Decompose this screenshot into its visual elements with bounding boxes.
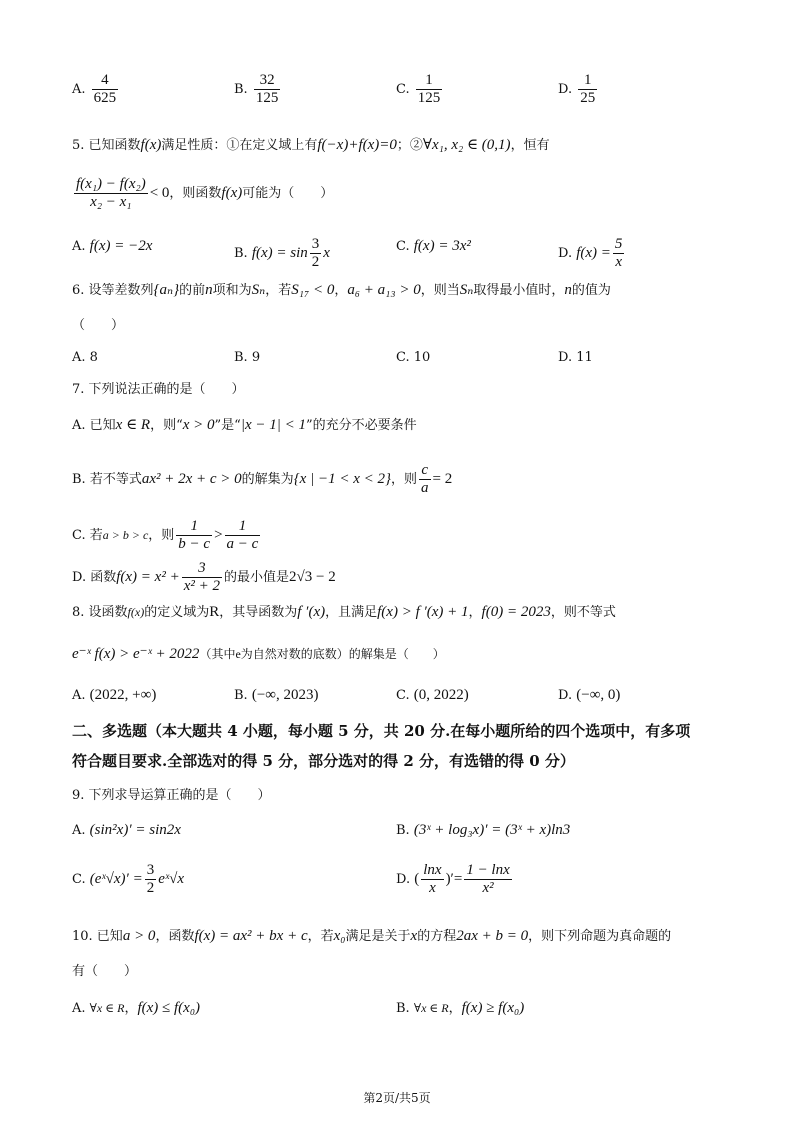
text: ，: [334, 283, 348, 298]
math: = 2: [432, 471, 453, 487]
numerator: 3: [146, 862, 155, 878]
text: 6. 设等差数列: [72, 283, 154, 298]
fraction: [416, 72, 443, 107]
math: 2√3 − 2: [289, 569, 336, 585]
math: a₆ + a₁₃ > 0: [347, 282, 421, 298]
page-number: 第2页/共5页: [363, 1091, 431, 1105]
option-label: B.: [234, 688, 248, 703]
text: ，则不等式: [550, 605, 616, 620]
text: 满足是关于: [345, 929, 411, 944]
math: f(x) = −2x: [89, 238, 153, 254]
math: e: [235, 647, 241, 661]
option-label: B.: [396, 1001, 410, 1016]
section-heading-line1: 二、多选题（本大题共 4 小题，每小题 5 分，共 20 分.在每小题所给的四个选项中，有多项: [72, 722, 691, 740]
numerator: 1 − lnx: [466, 862, 510, 878]
math: x ∈ R: [115, 417, 151, 433]
math: f(x) ≤ f(x₀): [137, 1000, 201, 1016]
math: f(x): [221, 185, 243, 201]
fraction: [419, 462, 431, 497]
text: 取得最小值时，: [473, 283, 565, 298]
math: f(x) > f ′(x) + 1: [377, 604, 469, 620]
q8-option-a: [72, 685, 156, 706]
text: ，: [124, 1001, 138, 1016]
text: 的定义域为: [144, 605, 210, 620]
option-label: B.: [396, 823, 410, 838]
q6-option-d: D. 11: [558, 350, 593, 365]
math: f ′(x): [297, 604, 326, 620]
math: (−∞, 0): [576, 687, 621, 703]
q8-option-d: [558, 685, 620, 706]
math: >: [214, 527, 223, 543]
math: x: [410, 928, 418, 944]
text: ，则“: [150, 418, 183, 433]
option-label: D.: [396, 872, 411, 887]
text: ，其导函数为: [219, 605, 298, 620]
text: D. 函数: [72, 570, 117, 585]
numerator: c: [419, 462, 431, 480]
option-label: D.: [558, 688, 573, 703]
fraction: [74, 176, 148, 211]
q7-option-b: [72, 462, 452, 497]
fraction: [578, 72, 597, 107]
text: A. 已知: [72, 418, 116, 433]
q8-option-b: [234, 685, 318, 706]
text: （其中: [199, 647, 236, 661]
option-label: A.: [72, 1001, 86, 1016]
section-heading-line2: 符合题目要求.全部选对的得 5 分，部分选对的得 2 分，有选错的得 0 分）: [72, 752, 575, 770]
text: ，且满足: [325, 605, 378, 620]
q4-option-a: [72, 72, 120, 107]
q5-option-d: [558, 236, 626, 271]
text: ”的充分不必要条件: [305, 418, 417, 433]
math: f(x): [140, 137, 162, 153]
text: ”是“: [214, 418, 241, 433]
q4-option-d: [558, 72, 599, 107]
fraction: [182, 560, 222, 595]
q4-option-c: [396, 72, 444, 107]
numerator: lnx: [423, 862, 442, 878]
option-label: A.: [72, 823, 86, 838]
q7-option-a: [72, 415, 417, 436]
math: f(x): [127, 605, 145, 619]
q6-option-c: C. 10: [396, 350, 431, 365]
math: 2ax + b = 0: [456, 928, 529, 944]
math: ∀x ∈ R: [413, 1001, 449, 1015]
q4-option-b: [234, 72, 282, 107]
text: ，则函数: [169, 186, 222, 201]
text: C. 若: [72, 528, 103, 543]
q6-stem-line1: [72, 280, 611, 301]
q6-option-b: B. 9: [234, 350, 261, 365]
text: 8. 设函数: [72, 605, 128, 620]
numerator: 4: [92, 72, 119, 90]
text: 的前: [179, 283, 206, 298]
q7-option-c: [72, 518, 262, 553]
q5-option-a: [72, 236, 152, 257]
q5-stem-line2: [72, 176, 333, 211]
option-label: A.: [72, 688, 86, 703]
fraction: [310, 236, 322, 271]
math: (eˣ√x)′ =: [89, 871, 143, 887]
math: f(−x)+f(x)=0: [317, 137, 397, 153]
fraction: [145, 862, 157, 897]
math: x > 0: [182, 417, 215, 433]
text: 的值为: [571, 283, 611, 298]
denominator: 625: [93, 90, 117, 106]
fraction: [92, 72, 119, 107]
math: |x − 1| < 1: [240, 417, 306, 433]
text: ，若: [307, 929, 334, 944]
math: a > b > c: [102, 528, 149, 542]
q10-option-a: [72, 998, 200, 1019]
text: ，: [468, 605, 482, 620]
option-label: B.: [234, 246, 248, 261]
math: f(x) = ax² + bx + c: [194, 928, 308, 944]
math: {x | −1 < x < 2}: [293, 471, 391, 487]
q7-option-d: [72, 560, 336, 595]
text: 可能为（ ）: [242, 186, 334, 201]
numerator: 3: [311, 236, 320, 252]
q9-option-c: [72, 862, 184, 897]
denominator: x²: [482, 880, 494, 896]
q7-stem: 7. 下列说法正确的是（ ）: [72, 382, 245, 397]
denominator: 25: [580, 90, 596, 106]
math: f(x) = x² +: [116, 569, 180, 585]
denominator: b − c: [178, 536, 211, 552]
numerator: 3: [182, 560, 222, 578]
text: ，函数: [155, 929, 195, 944]
numerator: 1: [225, 518, 261, 536]
denominator: x₂ − x₁: [90, 194, 132, 210]
numerator: f(x₁) − f(x₂): [76, 176, 146, 192]
text: 10. 已知: [72, 929, 123, 944]
text: ，则: [148, 528, 175, 543]
q6-stem-line2: （ ）: [72, 318, 125, 333]
text: 满足性质：①在定义域上有: [161, 138, 318, 153]
denominator: x: [615, 254, 622, 270]
q9-option-d: D. ( $\frac{\ln x}{x}$ )′= $\frac{1 - \ln x}{\text{x²}}$: [396, 862, 510, 896]
fraction: [613, 236, 625, 271]
math: (−∞, 2023): [251, 687, 319, 703]
option-label: D.: [558, 246, 573, 261]
math: x: [323, 245, 330, 261]
math: a > 0: [122, 928, 156, 944]
math: ax² + 2x + c > 0: [141, 471, 242, 487]
denominator: x² + 2: [183, 578, 220, 594]
q9-stem: 9. 下列求导运算正确的是（ ）: [72, 788, 271, 803]
q6-option-a: A. 8: [72, 350, 98, 365]
text: ，则当: [420, 283, 460, 298]
denominator: a − c: [226, 536, 259, 552]
option-label: A.: [72, 239, 86, 254]
math: {aₙ}: [153, 282, 180, 298]
math: ∀x₁, x₂ ∈ (0,1): [422, 137, 511, 153]
option-label: C.: [396, 239, 410, 254]
math: f(x) ≥ f(x₀): [461, 1000, 525, 1016]
q8-stem-line1: [72, 602, 616, 623]
numerator: 1: [578, 72, 597, 90]
math: Sₙ: [251, 282, 266, 298]
math: =: [453, 871, 463, 887]
option-label: C.: [72, 872, 86, 887]
math: f(x) =: [576, 245, 611, 261]
text: 的解集为: [241, 472, 294, 487]
text: ；②: [396, 138, 423, 153]
math: (0, 2022): [413, 687, 469, 703]
option-label: B.: [234, 82, 248, 97]
denominator: 125: [417, 90, 441, 106]
math: R: [209, 604, 220, 620]
math: f(0) = 2023: [481, 604, 551, 620]
text: 5. 已知函数: [72, 138, 141, 153]
text: ，恒有: [510, 138, 550, 153]
numerator: 1: [176, 518, 212, 536]
option-label: C.: [396, 82, 410, 97]
q5-stem-line1: [72, 135, 550, 156]
text: ，: [448, 1001, 462, 1016]
option-label: D.: [558, 82, 573, 97]
numerator: 1: [416, 72, 443, 90]
text: 项和为: [212, 283, 252, 298]
text: 的方程: [417, 929, 457, 944]
math: (2022, +∞): [89, 687, 157, 703]
option-label: A.: [72, 82, 86, 97]
text: B. 若不等式: [72, 472, 142, 487]
math: x₀: [333, 928, 346, 944]
numerator: 32: [254, 72, 281, 90]
q8-stem-line2: [72, 644, 445, 665]
math: S₁₇ < 0: [291, 282, 335, 298]
q10-stem-line2: 有（ ）: [72, 964, 138, 979]
numerator: 5: [614, 236, 623, 252]
math: n: [564, 282, 572, 298]
math: f(x) = sin: [251, 245, 308, 261]
math: ∀x ∈ R: [89, 1001, 125, 1015]
q10-stem-line1: [72, 926, 671, 947]
math: f(x) = 3x²: [413, 238, 471, 254]
math: < 0: [149, 185, 170, 201]
text: ，若: [265, 283, 292, 298]
q9-option-b: [396, 820, 570, 841]
denominator: a: [421, 480, 429, 496]
text: 为自然对数的底数）的解集是（ ）: [240, 647, 445, 661]
q9-option-a: [72, 820, 181, 841]
text: 的最小值是: [223, 570, 289, 585]
math: eˣ√x: [158, 871, 184, 887]
math: Sₙ: [459, 282, 474, 298]
math: e⁻ˣ f(x) > e⁻ˣ + 2022: [72, 646, 200, 662]
q5-option-b: [234, 236, 330, 271]
q10-option-b: [396, 998, 524, 1019]
fraction: [464, 862, 511, 897]
math: (sin²x)′ = sin2x: [89, 822, 181, 838]
q5-option-c: [396, 236, 471, 257]
fraction: [254, 72, 281, 107]
denominator: 2: [146, 880, 155, 896]
denominator: 2: [311, 254, 320, 270]
denominator: 125: [255, 90, 279, 106]
fraction: [225, 518, 261, 553]
option-label: C.: [396, 688, 410, 703]
text: ，则下列命题为真命题的: [528, 929, 672, 944]
fraction: [176, 518, 212, 553]
fraction: [421, 862, 443, 897]
denominator: x: [429, 880, 436, 896]
math: n: [205, 282, 213, 298]
text: ，则: [391, 472, 418, 487]
q8-option-c: [396, 685, 469, 706]
math: (3ˣ + log₃x)′ = (3ˣ + x)ln3: [413, 822, 571, 838]
